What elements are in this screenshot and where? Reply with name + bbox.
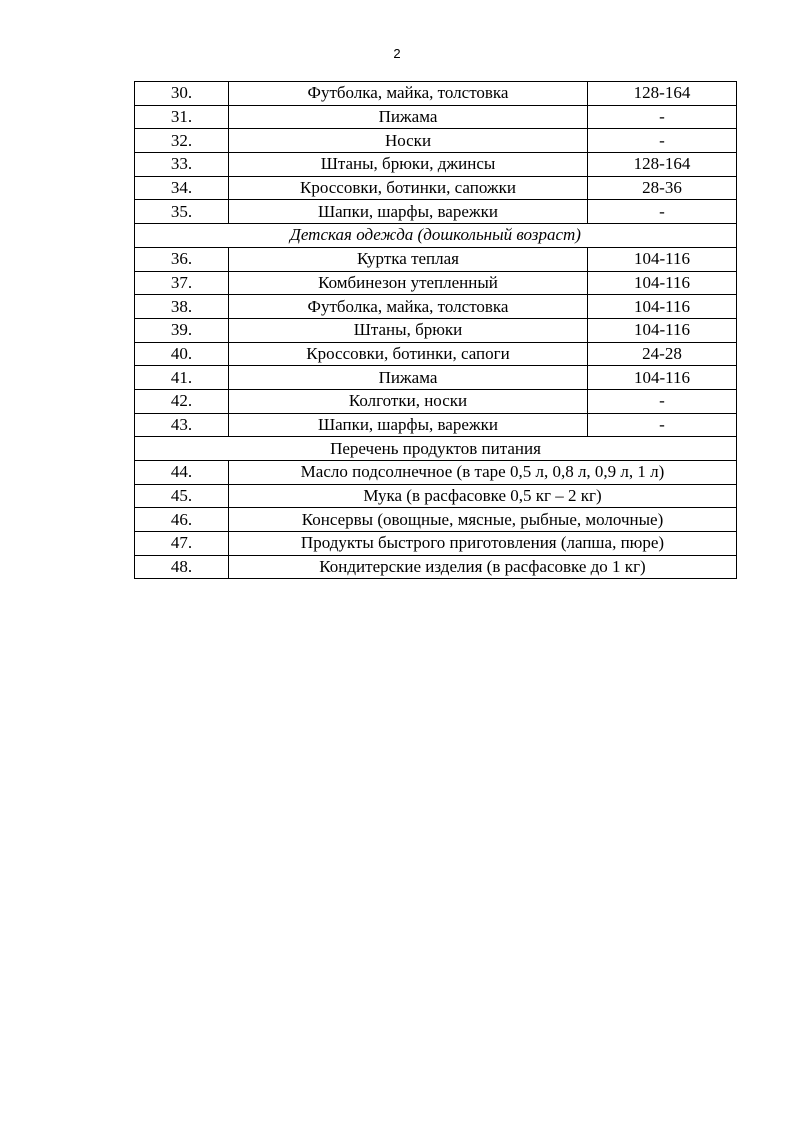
row-name: Комбинезон утепленный	[229, 271, 588, 295]
row-number: 30.	[135, 82, 229, 106]
row-number: 37.	[135, 271, 229, 295]
table-row	[135, 366, 737, 390]
table-row	[135, 508, 737, 532]
row-name: Куртка теплая	[229, 247, 588, 271]
row-number: 47.	[135, 532, 229, 556]
table-row	[135, 342, 737, 366]
row-number: 43.	[135, 413, 229, 437]
row-name: Кроссовки, ботинки, сапожки	[229, 176, 588, 200]
row-number: 31.	[135, 105, 229, 129]
table-row	[135, 295, 737, 319]
table-row	[135, 129, 737, 153]
row-name: Штаны, брюки, джинсы	[229, 153, 588, 177]
row-size: 104-116	[588, 247, 737, 271]
items-table-body	[135, 82, 737, 579]
row-number: 33.	[135, 153, 229, 177]
section-title: Детская одежда (дошкольный возраст)	[135, 224, 737, 248]
items-table	[134, 81, 737, 579]
table-row	[135, 318, 737, 342]
row-number: 35.	[135, 200, 229, 224]
table-row	[135, 413, 737, 437]
row-name: Кондитерские изделия (в расфасовке до 1 кг)	[229, 555, 737, 579]
table-row	[135, 105, 737, 129]
section-header-row	[135, 437, 737, 461]
table-row	[135, 153, 737, 177]
row-size: -	[588, 105, 737, 129]
row-number: 45.	[135, 484, 229, 508]
row-number: 41.	[135, 366, 229, 390]
row-number: 38.	[135, 295, 229, 319]
row-size: -	[588, 389, 737, 413]
row-size: 28-36	[588, 176, 737, 200]
table-row	[135, 555, 737, 579]
row-size: 128-164	[588, 153, 737, 177]
row-number: 34.	[135, 176, 229, 200]
row-size: 24-28	[588, 342, 737, 366]
row-number: 40.	[135, 342, 229, 366]
row-name: Шапки, шарфы, варежки	[229, 200, 588, 224]
table-row	[135, 247, 737, 271]
row-name: Консервы (овощные, мясные, рыбные, молочные)	[229, 508, 737, 532]
table-row	[135, 461, 737, 485]
row-size: -	[588, 200, 737, 224]
row-name: Пижама	[229, 105, 588, 129]
section-title: Перечень продуктов питания	[135, 437, 737, 461]
row-name: Продукты быстрого приготовления (лапша, пюре)	[229, 532, 737, 556]
row-name: Колготки, носки	[229, 389, 588, 413]
row-number: 48.	[135, 555, 229, 579]
table-row	[135, 176, 737, 200]
table-row	[135, 532, 737, 556]
row-name: Штаны, брюки	[229, 318, 588, 342]
row-name: Шапки, шарфы, варежки	[229, 413, 588, 437]
row-name: Кроссовки, ботинки, сапоги	[229, 342, 588, 366]
row-size: 104-116	[588, 366, 737, 390]
row-number: 46.	[135, 508, 229, 532]
table-row	[135, 484, 737, 508]
row-name: Футболка, майка, толстовка	[229, 82, 588, 106]
row-size: 128-164	[588, 82, 737, 106]
row-number: 32.	[135, 129, 229, 153]
table-row	[135, 200, 737, 224]
row-name: Пижама	[229, 366, 588, 390]
row-size: -	[588, 129, 737, 153]
page-number: 2	[393, 46, 401, 61]
row-number: 39.	[135, 318, 229, 342]
row-name: Футболка, майка, толстовка	[229, 295, 588, 319]
row-name: Носки	[229, 129, 588, 153]
table-row	[135, 82, 737, 106]
row-size: 104-116	[588, 318, 737, 342]
row-number: 36.	[135, 247, 229, 271]
row-name: Мука (в расфасовке 0,5 кг – 2 кг)	[229, 484, 737, 508]
row-size: 104-116	[588, 295, 737, 319]
table-row	[135, 271, 737, 295]
row-number: 42.	[135, 389, 229, 413]
row-size: -	[588, 413, 737, 437]
row-name: Масло подсолнечное (в таре 0,5 л, 0,8 л, 0,9 л, 1 л)	[229, 461, 737, 485]
row-number: 44.	[135, 461, 229, 485]
section-header-row	[135, 224, 737, 248]
table-row	[135, 389, 737, 413]
row-size: 104-116	[588, 271, 737, 295]
